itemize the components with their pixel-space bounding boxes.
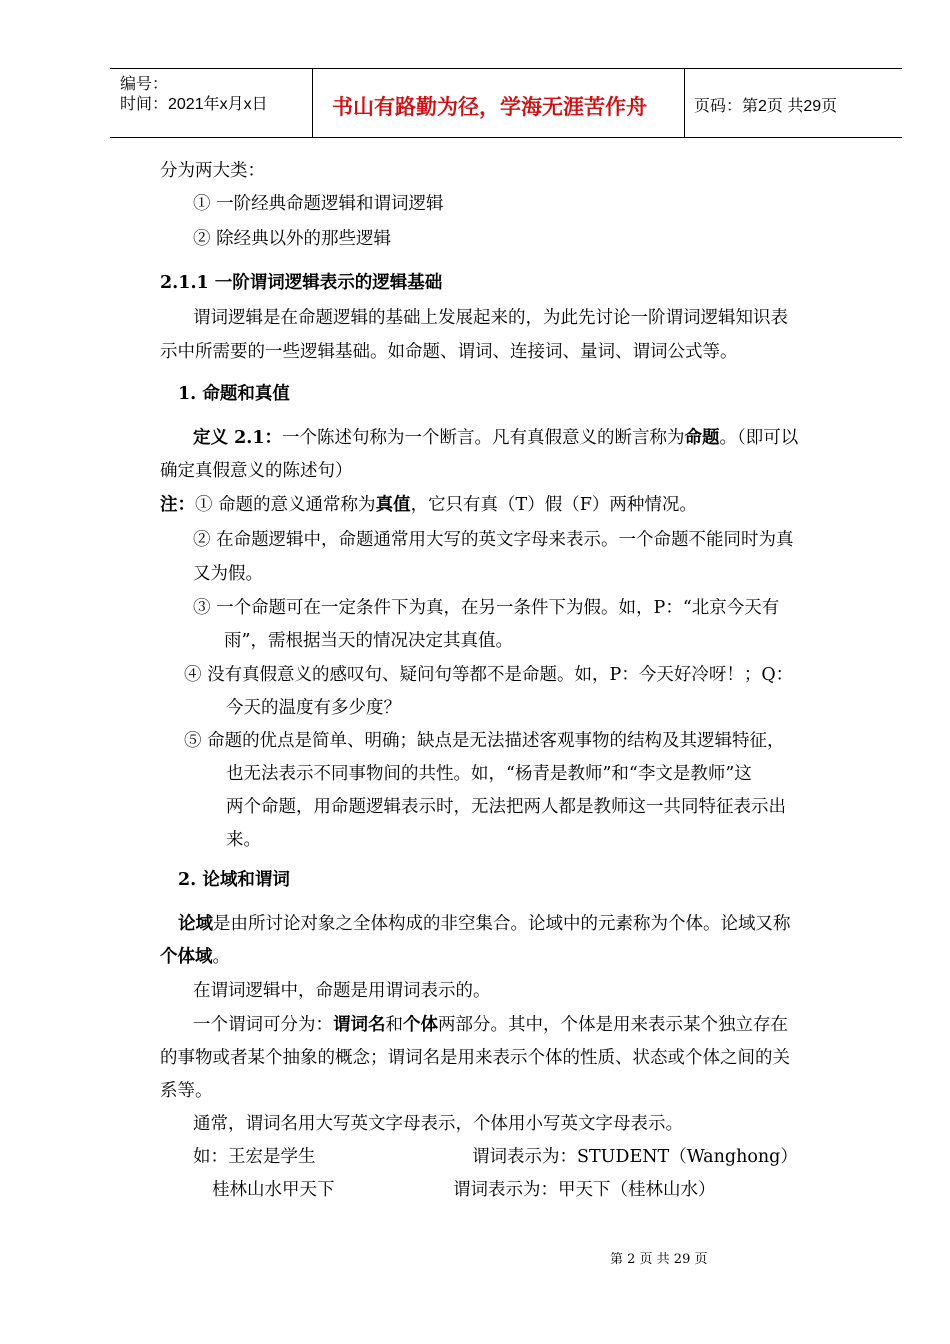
note-text: ，它只有真（T）假（F）两种情况。 — [410, 495, 697, 515]
note-text: ① 命题的意义通常称为 — [195, 495, 376, 515]
note-line: 今天的温度有多少度？ — [226, 698, 401, 718]
footer-page-number: 第 2 页 共 29 页 — [610, 1252, 708, 1267]
note-line: ⑤ 命题的优点是简单、明确；缺点是无法描述客观事物的结构及其逻辑特征， — [184, 731, 785, 751]
note-line — [160, 493, 697, 517]
note-line: ③ 一个命题可在一定条件下为真，在另一条件下为假。如，P：“北京今天有 — [193, 598, 780, 618]
intro-line: 分为两大类： — [160, 161, 265, 181]
term: 论域 — [178, 914, 213, 934]
header-id-label: 编号： — [120, 76, 169, 93]
definition-text: 。（即可以 — [719, 428, 799, 448]
intro-item: ① 一阶经典命题逻辑和谓词逻辑 — [193, 194, 444, 214]
paragraph: 在谓词逻辑中，命题是用谓词表示的。 — [193, 981, 491, 1001]
example-right: 谓词表示为：甲天下（桂林山水） — [453, 1180, 716, 1200]
paragraph: 谓词逻辑是在命题逻辑的基础上发展起来的，为此先讨论一阶谓词逻辑知识表 — [193, 308, 788, 328]
intro-item: ② 除经典以外的那些逻辑 — [193, 229, 392, 249]
page-header — [110, 68, 902, 138]
subsection-heading: 1. 命题和真值 — [178, 384, 290, 404]
paragraph: 通常，谓词名用大写英文字母表示，个体用小写英文字母表示。 — [193, 1114, 683, 1134]
note-line: 又为假。 — [193, 564, 263, 584]
note-line: 雨”，需根据当天的情况决定其真值。 — [224, 631, 513, 651]
example-left: 桂林山水甲天下 — [212, 1180, 335, 1200]
note-line: ④ 没有真假意义的感叹句、疑问句等都不是命题。如，P：今天好冷呀！；Q： — [184, 665, 794, 685]
paragraph: 示中所需要的一些逻辑基础。如命题、谓词、连接词、量词、谓词公式等。 — [160, 342, 738, 362]
header-page-label: 页码：第2页 共29页 — [694, 98, 838, 115]
definition-term: 命题 — [684, 428, 720, 448]
subsection-heading: 2. 论域和谓词 — [178, 870, 290, 890]
note-line: 两个命题，用命题逻辑表示时，无法把两人都是教师这一共同特征表示出 — [226, 797, 786, 817]
term: 个体域 — [160, 947, 213, 967]
term: 个体 — [403, 1015, 438, 1035]
paragraph-text: 。 — [212, 947, 230, 967]
paragraph-text: 一个谓词可分为： — [193, 1015, 333, 1035]
note-term: 真值 — [375, 495, 411, 515]
note-line: 也无法表示不同事物间的共性。如，“杨青是教师”和“李文是教师”这 — [226, 764, 752, 784]
section-heading: 2.1.1 一阶谓词逻辑表示的逻辑基础 — [160, 273, 443, 293]
header-divider — [684, 69, 685, 137]
definition-line: 确定真假意义的陈述句） — [160, 461, 353, 481]
paragraph — [193, 1013, 788, 1037]
paragraph-text: 两部分。其中，个体是用来表示某个独立存在 — [438, 1015, 788, 1035]
header-divider — [312, 69, 313, 137]
definition-label: 定义 2.1： — [193, 428, 283, 448]
note-label: 注： — [160, 495, 195, 515]
example-left: 如：王宏是学生 — [193, 1147, 316, 1167]
example-right: 谓词表示为：STUDENT（Wanghong） — [472, 1147, 798, 1167]
term: 谓词名 — [333, 1015, 386, 1035]
paragraph — [178, 912, 791, 936]
header-motto: 书山有路勤为径，学海无涯苦作舟 — [332, 95, 647, 119]
paragraph-text: 是由所讨论对象之全体构成的非空集合。论域中的元素称为个体。论域又称 — [213, 914, 791, 934]
paragraph — [160, 945, 230, 969]
note-line: 来。 — [226, 830, 261, 850]
paragraph: 的事物或者某个抽象的概念；谓词名是用来表示个体的性质、状态或个体之间的关 — [160, 1048, 790, 1068]
paragraph-text: 和 — [385, 1015, 403, 1035]
note-line: ② 在命题逻辑中，命题通常用大写的英文字母来表示。一个命题不能同时为真 — [193, 530, 794, 550]
definition-line — [193, 426, 798, 450]
paragraph: 系等。 — [160, 1081, 213, 1101]
definition-text: 一个陈述句称为一个断言。凡有真假意义的断言称为 — [282, 428, 685, 448]
header-time-label: 时间：2021年x月x日 — [120, 96, 268, 113]
